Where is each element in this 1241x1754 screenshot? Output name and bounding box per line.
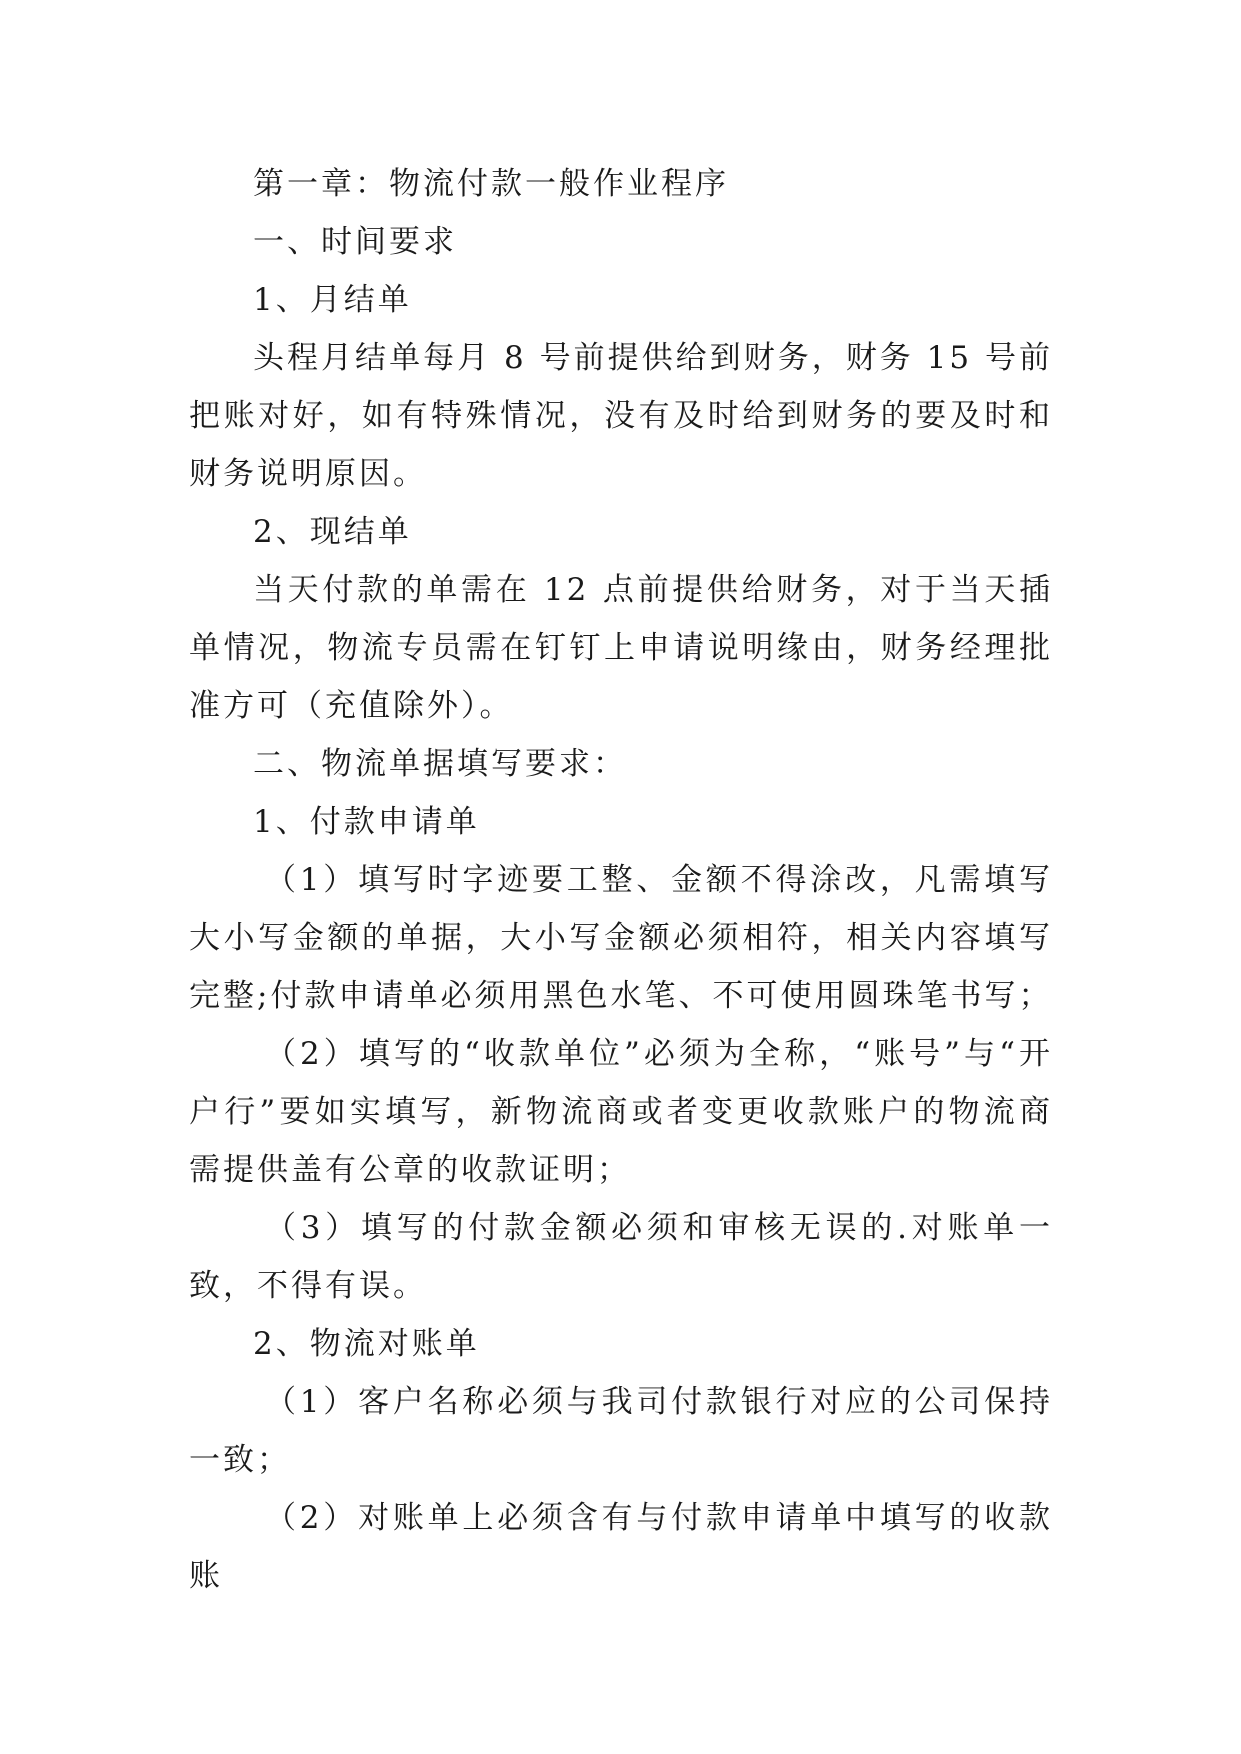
paragraph-payment-request-1: （1）填写时字迹要工整、金额不得涂改，凡需填写大小写金额的单据，大小写金额必须相符，相关内容填写完整;付款申请单必须用黑色水笔、不可使用圆珠笔书写；	[189, 862, 1053, 1014]
subheading-cash-statement: 2、现结单	[253, 514, 412, 550]
paragraph-payment-request-2: （2）填写的“收款单位”必须为全称，“账号”与“开户行”要如实填写，新物流商或者变更收款账户的物流商需提供盖有公章的收款证明；	[189, 1036, 1053, 1188]
paragraph-reconciliation-1: （1）客户名称必须与我司付款银行对应的公司保持一致；	[189, 1384, 1053, 1478]
chapter-title: 第一章：物流付款一般作业程序	[253, 166, 729, 202]
section-heading-document-requirements: 二、物流单据填写要求：	[253, 746, 627, 782]
section-heading-time-requirements: 一、时间要求	[253, 224, 457, 260]
paragraph-payment-request-3: （3）填写的付款金额必须和审核无误的.对账单一致，不得有误。	[189, 1210, 1053, 1304]
paragraph-cash-statement: 当天付款的单需在 12 点前提供给财务，对于当天插单情况，物流专员需在钉钉上申请说明缘由，财务经理批准方可（充值除外）。	[189, 572, 1053, 724]
paragraph-reconciliation-2: （2）对账单上必须含有与付款申请单中填写的收款账	[189, 1500, 1053, 1594]
document-body	[189, 155, 1053, 1605]
subheading-monthly-statement: 1、月结单	[253, 282, 412, 318]
subheading-logistics-reconciliation: 2、物流对账单	[253, 1326, 480, 1362]
paragraph-monthly-statement: 头程月结单每月 8 号前提供给到财务，财务 15 号前把账对好，如有特殊情况，没有及时给到财务的要及时和财务说明原因。	[189, 340, 1053, 492]
subheading-payment-request: 1、付款申请单	[253, 804, 480, 840]
